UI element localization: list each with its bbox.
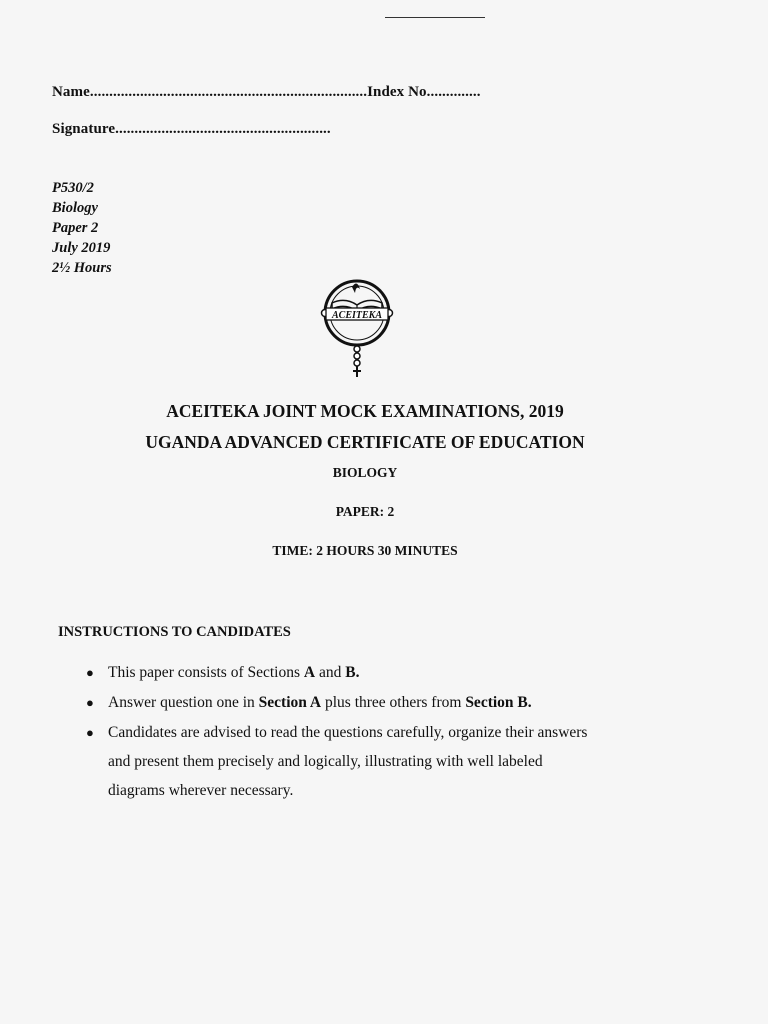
paper-duration: 2½ Hours bbox=[52, 260, 112, 276]
paper-meta bbox=[52, 178, 112, 278]
instruction-item: ● This paper consists of Sections A and B. bbox=[86, 658, 686, 687]
subject-title: BIOLOGY bbox=[332, 465, 398, 480]
instructions-list bbox=[86, 658, 686, 806]
bullet-icon: ● bbox=[86, 665, 94, 680]
instruction-item: ● Answer question one in Section A plus three others from Section B. bbox=[86, 688, 686, 717]
top-rule bbox=[385, 17, 485, 18]
name-dots: ........................................................................ bbox=[89, 84, 368, 100]
name-label: Name bbox=[52, 84, 90, 100]
index-no-label: Index No bbox=[367, 84, 427, 100]
paper-number: Paper 2 bbox=[52, 220, 99, 236]
bullet-icon: ● bbox=[86, 695, 94, 710]
logo-text: ACEITEKA bbox=[331, 310, 383, 321]
paper-title: PAPER: 2 bbox=[335, 504, 395, 519]
paper-code: P530/2 bbox=[52, 180, 94, 196]
bullet-icon: ● bbox=[86, 725, 94, 740]
index-no-dots: .............. bbox=[426, 84, 481, 100]
paper-date: July 2019 bbox=[52, 240, 111, 256]
certificate-title: UGANDA ADVANCED CERTIFICATE OF EDUCATION bbox=[145, 432, 585, 452]
paper-subject: Biology bbox=[52, 200, 98, 216]
time-title: TIME: 2 HOURS 30 MINUTES bbox=[272, 543, 458, 558]
signature-label: Signature bbox=[52, 121, 116, 137]
exam-title: ACEITEKA JOINT MOCK EXAMINATIONS, 2019 bbox=[166, 401, 564, 421]
instructions-title: INSTRUCTIONS TO CANDIDATES bbox=[58, 624, 291, 640]
name-field[interactable] bbox=[52, 84, 481, 101]
signature-dots: ........................................................ bbox=[115, 121, 331, 137]
signature-field[interactable] bbox=[52, 121, 331, 138]
aceiteka-logo bbox=[312, 277, 402, 383]
instruction-item: ● Candidates are advised to read the questions carefully, organize their answers and present them precisely and logically, illustrating with well labeled diagrams wherever necessary. bbox=[86, 718, 686, 805]
